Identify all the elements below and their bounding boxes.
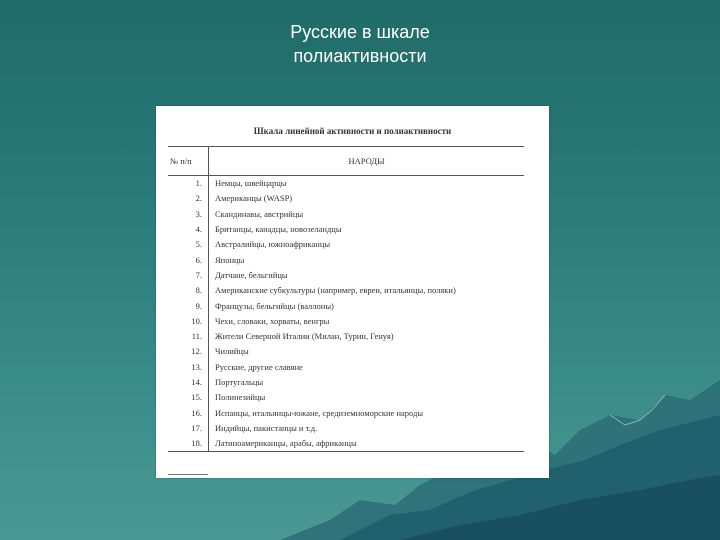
row-peoples: Португальцы <box>215 377 264 387</box>
table-row <box>168 344 524 359</box>
table-row <box>168 268 524 283</box>
row-peoples: Японцы <box>215 254 245 265</box>
slide-title <box>0 20 720 68</box>
row-number: 10. <box>168 314 209 329</box>
row-peoples: Австралийцы, южноафриканцы <box>215 239 331 250</box>
row-peoples: Американские субкультуры (например, евреи, итальянцы, поляки) <box>215 285 456 296</box>
row-peoples: Латиноамериканцы, арабы, африканцы <box>209 436 525 452</box>
row-number: 6. <box>168 252 209 267</box>
row-number: 11. <box>168 329 209 344</box>
row-number: 9. <box>168 298 209 313</box>
row-peoples: Жители Северной Италии (Милан, Турин, Генуя) <box>215 331 394 342</box>
row-number: 7. <box>168 268 209 283</box>
row-peoples: Испанцы, итальянцы-южане, средиземноморские народы <box>215 407 424 418</box>
row-peoples: Русские, другие славяне <box>215 361 303 372</box>
table-row <box>168 298 524 313</box>
row-number: 3. <box>168 207 209 222</box>
footnote-divider <box>168 474 208 475</box>
row-number: 1. <box>168 176 209 192</box>
table-row <box>168 375 524 390</box>
table-row <box>168 176 524 192</box>
row-peoples: Скандинавы, австрийцы <box>215 208 304 219</box>
row-number: 2. <box>168 191 209 206</box>
table-row <box>168 222 524 237</box>
slide-title-line2: полиактивности <box>293 46 427 66</box>
row-number: 5. <box>168 237 209 252</box>
slide-title-line1: Русские в шкале <box>290 22 430 42</box>
row-number: 13. <box>168 360 209 375</box>
scanned-table-document <box>156 106 549 478</box>
row-number: 12. <box>168 344 209 359</box>
table-row <box>168 360 524 375</box>
peoples-table <box>168 146 524 452</box>
table-row <box>168 283 524 298</box>
row-peoples: Немцы, швейцарцы <box>215 178 287 189</box>
table-row <box>168 237 524 252</box>
row-peoples: Датчане, бельгийцы <box>215 269 288 280</box>
row-number: 14. <box>168 375 209 390</box>
row-peoples: Полинезийцы <box>215 392 266 403</box>
row-peoples: Американцы (WASP) <box>215 193 293 204</box>
table-row <box>168 329 524 344</box>
row-peoples: Чехи, словаки, хорваты, венгры <box>215 315 330 326</box>
row-peoples: Британцы, канадцы, новозеландцы <box>215 224 342 235</box>
table-row <box>168 405 524 420</box>
table-row <box>168 252 524 267</box>
row-number: 18. <box>168 436 209 452</box>
row-number: 16. <box>168 405 209 420</box>
row-number: 8. <box>168 283 209 298</box>
table-row <box>168 390 524 405</box>
table-row <box>168 314 524 329</box>
table-row <box>168 207 524 222</box>
table-row <box>168 436 524 452</box>
document-title: Шкала линейной активности и полиактивности <box>253 126 452 136</box>
table-row <box>168 191 524 206</box>
row-number: 4. <box>168 222 209 237</box>
row-peoples: Чилийцы <box>215 346 249 357</box>
header-peoples: НАРОДЫ <box>209 147 525 176</box>
row-peoples: Французы, бельгийцы (валлоны) <box>215 300 334 311</box>
row-peoples: Индийцы, пакистанцы и т.д. <box>215 422 318 433</box>
header-number: № п/п <box>168 147 209 176</box>
row-number: 17. <box>168 421 209 436</box>
table-row <box>168 421 524 436</box>
row-number: 15. <box>168 390 209 405</box>
